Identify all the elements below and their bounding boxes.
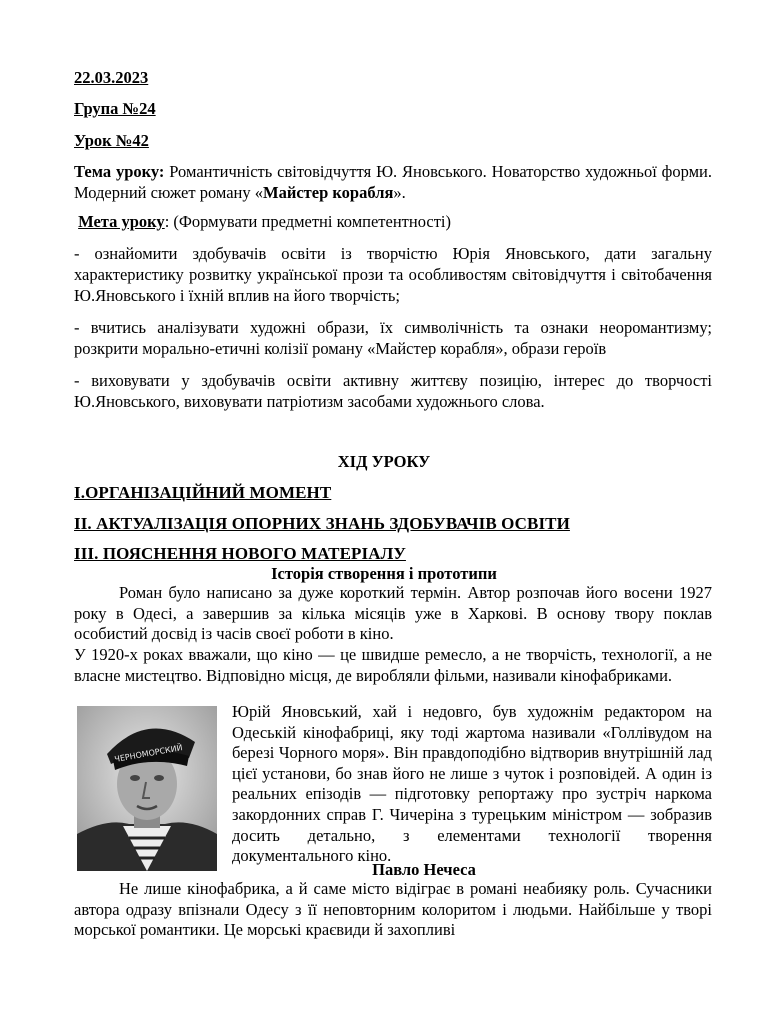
lesson-number: Урок №42: [74, 131, 149, 150]
paragraph-wrapped: Юрій Яновський, хай і недовго, був художнім редактором на Одеській кінофабриці, яку тоді жартома називали «Голлівудом на березі Чорного моря». Він правдоподібно відтворив внутрішній лад цієї установи, бо знав його не лише з чуток і розповідей. А один із реальних епізодів — підготовку репортажу про зустріч наркома закордонних справ Г. Чичеріна з турецьким міністром — зобразив досить детально, з елементами технології творення документального кіно.: [232, 702, 712, 866]
goal-item: - виховувати у здобувачів освіти активну життєву позицію, інтерес до творчості Ю.Яновського, виховувати патріотизм засобами художнього слова.: [74, 371, 712, 411]
goal-item: - ознайомити здобувачів освіти із творчістю Юрія Яновського, дати загальну характеристику розвитку української прози та особливостям світовідчуття і світобачення Ю.Яновського і їхній вплив на його творчість;: [74, 244, 712, 305]
goal-text: : (Формувати предметні компетентності): [164, 212, 451, 231]
group-number: Група №24: [74, 99, 156, 118]
topic-text-2: ».: [393, 183, 406, 202]
course-title: ХІД УРОКУ: [337, 452, 431, 471]
section-heading: ІІ. АКТУАЛІЗАЦІЯ ОПОРНИХ ЗНАНЬ ЗДОБУВАЧІВ ОСВІТИ: [74, 514, 570, 533]
paragraph: Не лише кінофабрика, а й саме місто відіграє в романі неабияку роль. Сучасники автора одразу впізнали Одесу з її неповторним колоритом і людьми. Найбільше у творі морської романтики. Це морські краєвиди й захопливі: [74, 879, 712, 939]
goal-item: - вчитись аналізувати художні образи, їх символічність та ознаки неоромантизму; розкрити морально-етичні колізії роману «Майстер корабля», образи героїв: [74, 318, 712, 358]
lesson-date: 22.03.2023: [74, 68, 149, 87]
subsection-heading: Історія створення і прототипи: [271, 564, 497, 583]
paragraph: Роман було написано за дуже короткий термін. Автор розпочав його восени 1927 року в Одесі, а завершив за кілька місяців уже в Харкові. В основу твору поклав особистий досвід із часів своєї роботи в кіно.: [74, 583, 712, 643]
subsection-heading: Павло Нечеса: [372, 860, 476, 879]
author-portrait-photo: [77, 706, 217, 871]
lesson-topic: [74, 161, 712, 203]
topic-text-1: Романтичність світовідчуття Ю. Яновського. Новаторство художньої форми. Модерний сюжет роману «: [74, 162, 712, 202]
lesson-goal: [74, 211, 712, 232]
section-heading: ІІІ. ПОЯСНЕННЯ НОВОГО МАТЕРІАЛУ: [74, 544, 406, 563]
section-heading: І.ОРГАНІЗАЦІЙНИЙ МОМЕНТ: [74, 483, 332, 502]
goal-label: Мета уроку: [78, 212, 165, 231]
cap-band-text: ЧЕРНОМОРСКИЙ: [113, 743, 184, 764]
topic-novel-title: Майстер корабля: [263, 183, 394, 202]
topic-label: Тема уроку:: [74, 162, 165, 181]
paragraph: У 1920-х роках вважали, що кіно — це швидше ремесло, а не творчість, технології, а не власне мистецтво. Відповідно місця, де виробляли фільми, називали кінофабриками.: [74, 645, 712, 685]
